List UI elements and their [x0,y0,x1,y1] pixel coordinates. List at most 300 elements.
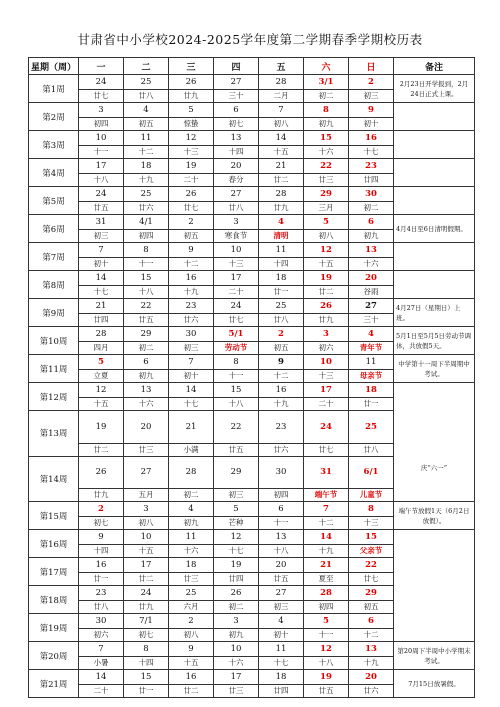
lunar-cell: 十三 [169,146,214,159]
date-cell: 20 [214,159,259,174]
lunar-cell: 二十 [79,685,124,698]
note-cell [394,243,475,271]
date-cell: 14 [259,131,304,146]
date-cell: 16 [259,383,304,398]
lunar-cell: 初三 [259,601,304,614]
date-cell: 16 [79,558,124,573]
lunar-cell: 初八 [304,230,349,243]
lunar-cell: 初三 [169,342,214,355]
lunar-cell: 廿五 [259,573,304,586]
lunar-cell: 小暑 [79,657,124,670]
week-label: 第10周 [29,327,79,355]
date-cell: 24 [214,299,259,314]
lunar-cell: 十二 [124,146,169,159]
lunar-cell: 廿二 [169,685,214,698]
date-cell: 29 [214,456,259,489]
date-cell: 14 [79,271,124,286]
date-cell: 9 [79,530,124,545]
lunar-cell: 十二 [349,629,394,642]
lunar-cell: 廿一 [79,573,124,586]
date-cell: 7 [259,103,304,118]
date-cell: 14 [79,670,124,685]
lunar-cell: 寒食节 [214,230,259,243]
week-label: 第1周 [29,75,79,103]
lunar-cell: 十四 [124,657,169,670]
week-label: 第3周 [29,131,79,159]
lunar-cell: 廿三 [169,573,214,586]
lunar-cell: 初五 [124,118,169,131]
date-cell: 30 [349,187,394,202]
date-cell: 10 [124,530,169,545]
lunar-cell: 初二 [349,202,394,215]
lunar-cell: 初十 [259,629,304,642]
week-label: 第12周 [29,383,79,411]
lunar-cell: 初四 [304,601,349,614]
header-wed: 三 [169,58,214,75]
lunar-cell: 十九 [124,174,169,187]
date-cell: 14 [169,383,214,398]
date-cell: 12 [304,642,349,657]
date-cell: 5 [79,355,124,370]
week-date-row [29,502,475,517]
lunar-cell: 廿七 [304,443,349,456]
lunar-cell: 十二 [304,517,349,530]
lunar-cell: 十九 [169,286,214,299]
date-cell: 5 [169,103,214,118]
lunar-cell: 二十 [304,398,349,411]
date-cell: 9 [259,355,304,370]
lunar-cell: 十五 [259,146,304,159]
lunar-cell: 十五 [79,398,124,411]
date-cell: 16 [169,271,214,286]
date-cell: 30 [169,327,214,342]
date-cell: 2 [169,215,214,230]
week-date-row [29,670,475,685]
lunar-cell: 清明 [259,230,304,243]
lunar-cell: 十二 [169,258,214,271]
lunar-cell: 廿五 [79,202,124,215]
lunar-cell: 十六 [169,545,214,558]
date-cell: 24 [79,75,124,90]
lunar-cell: 十八 [304,657,349,670]
date-cell: 18 [259,271,304,286]
children-day-note: 庆“六一” [420,464,448,472]
lunar-cell: 三月 [304,202,349,215]
date-cell: 5 [304,614,349,629]
week-label: 第13周 [29,411,79,457]
date-cell: 11 [259,243,304,258]
lunar-cell: 十一 [79,146,124,159]
week-date-row [29,187,475,202]
date-cell: 13 [349,642,394,657]
date-cell: 8 [124,642,169,657]
lunar-cell: 初四 [79,118,124,131]
lunar-cell: 廿九 [259,202,304,215]
lunar-cell: 十九 [259,398,304,411]
date-cell: 27 [214,187,259,202]
week-date-row [29,299,475,314]
lunar-cell: 二十 [214,286,259,299]
lunar-cell: 廿八 [124,90,169,103]
header-tue: 二 [124,58,169,75]
date-cell: 3 [79,103,124,118]
date-cell: 4 [259,215,304,230]
note-cell: 4月27日（星期日）上班。 [394,299,475,327]
week-label: 第14周 [29,456,79,502]
lunar-cell: 十三 [304,370,349,383]
lunar-cell: 谷雨 [349,286,394,299]
lunar-cell: 廿四 [349,174,394,187]
date-cell: 4 [259,614,304,629]
date-cell: 3 [124,502,169,517]
date-cell: 20 [349,271,394,286]
lunar-cell: 廿六 [169,314,214,327]
lunar-cell: 初三 [349,90,394,103]
lunar-cell: 十一 [214,370,259,383]
week-label: 第2周 [29,103,79,131]
lunar-cell: 惊蛰 [169,118,214,131]
lunar-cell: 廿六 [349,685,394,698]
date-cell: 2 [349,75,394,90]
lunar-cell: 十七 [169,398,214,411]
lunar-cell: 廿二 [124,573,169,586]
date-cell: 26 [214,586,259,601]
date-cell: 25 [259,299,304,314]
date-cell: 12 [304,243,349,258]
date-cell: 12 [169,131,214,146]
date-cell: 15 [214,383,259,398]
date-cell: 18 [349,383,394,398]
week-label: 第11周 [29,355,79,383]
date-cell: 2 [79,502,124,517]
lunar-cell: 初八 [169,629,214,642]
lunar-cell: 廿九 [304,314,349,327]
date-cell: 15 [124,271,169,286]
week-date-row [29,642,475,657]
date-cell: 3 [304,327,349,342]
lunar-cell: 十八 [79,174,124,187]
date-cell: 18 [169,558,214,573]
date-cell: 15 [124,670,169,685]
date-cell: 17 [214,271,259,286]
lunar-cell: 三十 [349,314,394,327]
date-cell: 19 [304,670,349,685]
lunar-cell: 十七 [259,657,304,670]
lunar-cell: 六月 [169,601,214,614]
date-cell: 19 [214,558,259,573]
lunar-cell: 十九 [349,657,394,670]
lunar-cell: 初三 [79,230,124,243]
date-cell: 27 [259,586,304,601]
calendar-title: 甘肃省中小学校2024-2025学年度第二学期春季学期校历表 [77,32,423,47]
lunar-cell: 廿六 [124,202,169,215]
lunar-cell: 廿七 [169,202,214,215]
lunar-cell: 廿四 [214,573,259,586]
date-cell: 6 [349,614,394,629]
lunar-cell: 十八 [259,545,304,558]
date-cell: 22 [304,159,349,174]
date-cell: 18 [259,670,304,685]
week-label: 第9周 [29,299,79,327]
date-cell: 6 [349,215,394,230]
date-cell: 16 [169,670,214,685]
date-cell: 8 [304,103,349,118]
lunar-cell: 初二 [124,342,169,355]
date-cell: 10 [214,243,259,258]
lunar-cell: 母亲节 [349,370,394,383]
date-cell: 7 [169,355,214,370]
date-cell: 24 [124,586,169,601]
date-cell: 15 [349,530,394,545]
date-cell: 24 [304,411,349,444]
lunar-cell: 廿二 [304,286,349,299]
lunar-cell: 初七 [214,118,259,131]
note-cell [394,103,475,131]
week-label: 第16周 [29,530,79,558]
date-cell: 15 [304,131,349,146]
date-cell: 3/1 [304,75,349,90]
date-cell: 27 [214,75,259,90]
lunar-cell: 三十 [214,90,259,103]
lunar-cell: 初五 [349,601,394,614]
header-mon: 一 [79,58,124,75]
header-notes: 备注 [394,58,475,75]
lunar-cell: 廿七 [349,573,394,586]
lunar-cell: 十六 [214,657,259,670]
lunar-cell: 廿四 [259,685,304,698]
lunar-cell: 十一 [304,629,349,642]
date-cell: 13 [259,530,304,545]
date-cell: 7 [304,502,349,517]
date-cell: 11 [124,131,169,146]
lunar-cell: 十八 [214,398,259,411]
date-cell: 30 [259,456,304,489]
date-cell: 25 [124,75,169,90]
week-date-row [29,383,475,398]
date-cell: 22 [124,299,169,314]
lunar-cell: 廿七 [79,90,124,103]
date-cell: 25 [124,187,169,202]
date-cell: 31 [304,456,349,489]
lunar-cell: 廿九 [124,601,169,614]
date-cell: 3 [214,215,259,230]
date-cell: 4/1 [124,215,169,230]
date-cell: 8 [124,243,169,258]
date-cell: 5 [214,502,259,517]
lunar-cell: 夏至 [304,573,349,586]
lunar-cell: 四月 [79,342,124,355]
week-date-row [29,159,475,174]
lunar-cell: 廿八 [214,202,259,215]
date-cell: 7 [79,243,124,258]
school-calendar-table [28,57,475,698]
week-label: 第8周 [29,271,79,299]
week-label: 第7周 [29,243,79,271]
date-cell: 11 [259,642,304,657]
lunar-cell: 十三 [214,258,259,271]
date-cell: 22 [214,411,259,444]
lunar-cell: 十六 [304,146,349,159]
date-cell: 19 [304,271,349,286]
date-cell: 23 [259,411,304,444]
lunar-cell: 廿七 [214,314,259,327]
lunar-cell: 廿八 [79,601,124,614]
date-cell: 18 [124,159,169,174]
lunar-cell: 十八 [124,286,169,299]
lunar-cell: 初十 [79,258,124,271]
date-cell: 27 [124,456,169,489]
lunar-cell: 廿八 [349,443,394,456]
week-label: 第17周 [29,558,79,586]
date-cell: 29 [124,327,169,342]
lunar-cell: 十四 [214,146,259,159]
lunar-cell: 小满 [169,443,214,456]
date-cell: 5 [304,215,349,230]
date-cell: 21 [79,299,124,314]
note-cell: 2月23日开学报到，2月24日正式上课。 [394,75,475,103]
lunar-cell: 廿二 [259,174,304,187]
date-cell: 17 [304,383,349,398]
lunar-cell: 廿九 [79,489,124,502]
lunar-cell: 十五 [169,657,214,670]
lunar-cell: 初九 [169,517,214,530]
note-cell [394,131,475,159]
lunar-cell: 十七 [214,545,259,558]
date-cell: 11 [169,530,214,545]
date-cell: 20 [259,558,304,573]
week-label: 第15周 [29,502,79,530]
date-cell: 6 [259,502,304,517]
lunar-cell: 初九 [304,118,349,131]
date-cell: 10 [304,355,349,370]
date-cell: 26 [304,299,349,314]
note-cell: 5月1日至5月5日劳动节调休，共放假5天。 [394,327,475,355]
date-cell: 30 [79,614,124,629]
lunar-cell: 初二 [304,90,349,103]
lunar-cell: 十三 [349,517,394,530]
lunar-cell: 初七 [79,517,124,530]
date-cell: 4 [349,327,394,342]
lunar-cell: 初八 [124,517,169,530]
date-cell: 8 [349,502,394,517]
note-cell: 中学第十一周下半周期中考试。 [394,355,475,383]
week-label: 第6周 [29,215,79,243]
date-cell: 21 [304,558,349,573]
lunar-cell: 廿三 [304,174,349,187]
date-cell: 29 [304,187,349,202]
lunar-cell: 初九 [214,629,259,642]
lunar-cell: 儿童节 [349,489,394,502]
date-cell: 28 [169,456,214,489]
header-fri: 五 [259,58,304,75]
lunar-cell: 二十 [169,174,214,187]
date-cell: 10 [214,642,259,657]
header-sun: 日 [349,58,394,75]
week-date-row [29,103,475,118]
lunar-cell: 十六 [349,258,394,271]
week-date-row [29,131,475,146]
lunar-cell: 十九 [304,545,349,558]
lunar-cell: 端午节 [304,489,349,502]
lunar-cell: 廿五 [124,314,169,327]
date-cell: 19 [79,411,124,444]
lunar-cell: 十五 [304,258,349,271]
lunar-cell: 廿五 [304,685,349,698]
lunar-cell: 廿一 [259,286,304,299]
lunar-cell: 初三 [214,489,259,502]
lunar-cell: 初七 [124,629,169,642]
header-sat: 六 [304,58,349,75]
lunar-cell: 十一 [259,517,304,530]
date-cell: 24 [79,187,124,202]
calendar-body [29,75,475,698]
lunar-cell: 五月 [124,489,169,502]
lunar-cell: 廿八 [259,314,304,327]
week-date-row [29,355,475,370]
date-cell: 23 [79,586,124,601]
date-cell: 14 [304,530,349,545]
lunar-cell: 廿三 [124,443,169,456]
week-label: 第20周 [29,642,79,670]
date-cell: 20 [124,411,169,444]
lunar-cell: 初二 [169,489,214,502]
note-cell [394,383,475,502]
lunar-cell: 十一 [124,258,169,271]
date-cell: 28 [259,187,304,202]
lunar-cell: 十六 [124,398,169,411]
note-cell: 端午节放假1天（6月2日放假）。 [394,502,475,530]
lunar-cell: 劳动节 [214,342,259,355]
lunar-cell: 廿三 [214,685,259,698]
date-cell: 17 [79,159,124,174]
note-cell: 7月15日放暑假。 [394,670,475,698]
date-cell: 20 [349,670,394,685]
lunar-cell: 初十 [169,370,214,383]
lunar-cell: 十四 [79,545,124,558]
week-date-row [29,215,475,230]
date-cell: 21 [169,411,214,444]
week-label: 第18周 [29,586,79,614]
lunar-cell: 初二 [214,601,259,614]
lunar-cell: 初九 [349,230,394,243]
date-cell: 4 [169,502,214,517]
lunar-cell: 立夏 [79,370,124,383]
date-cell: 5/1 [214,327,259,342]
lunar-cell: 廿五 [214,443,259,456]
lunar-cell: 廿二 [79,443,124,456]
date-cell: 26 [169,75,214,90]
lunar-cell: 廿九 [169,90,214,103]
date-cell: 9 [349,103,394,118]
date-cell: 16 [349,131,394,146]
week-date-row [29,530,475,545]
date-cell: 6 [124,355,169,370]
date-cell: 12 [79,383,124,398]
lunar-cell: 十五 [124,545,169,558]
lunar-cell: 初五 [169,230,214,243]
lunar-cell: 青年节 [349,342,394,355]
lunar-cell: 廿四 [79,314,124,327]
lunar-cell: 初六 [79,629,124,642]
lunar-cell: 十七 [349,146,394,159]
date-cell: 2 [169,614,214,629]
date-cell: 25 [349,411,394,444]
date-cell: 29 [349,586,394,601]
lunar-cell: 春分 [214,174,259,187]
week-date-row [29,271,475,286]
lunar-cell: 十二 [259,370,304,383]
date-cell: 9 [169,243,214,258]
